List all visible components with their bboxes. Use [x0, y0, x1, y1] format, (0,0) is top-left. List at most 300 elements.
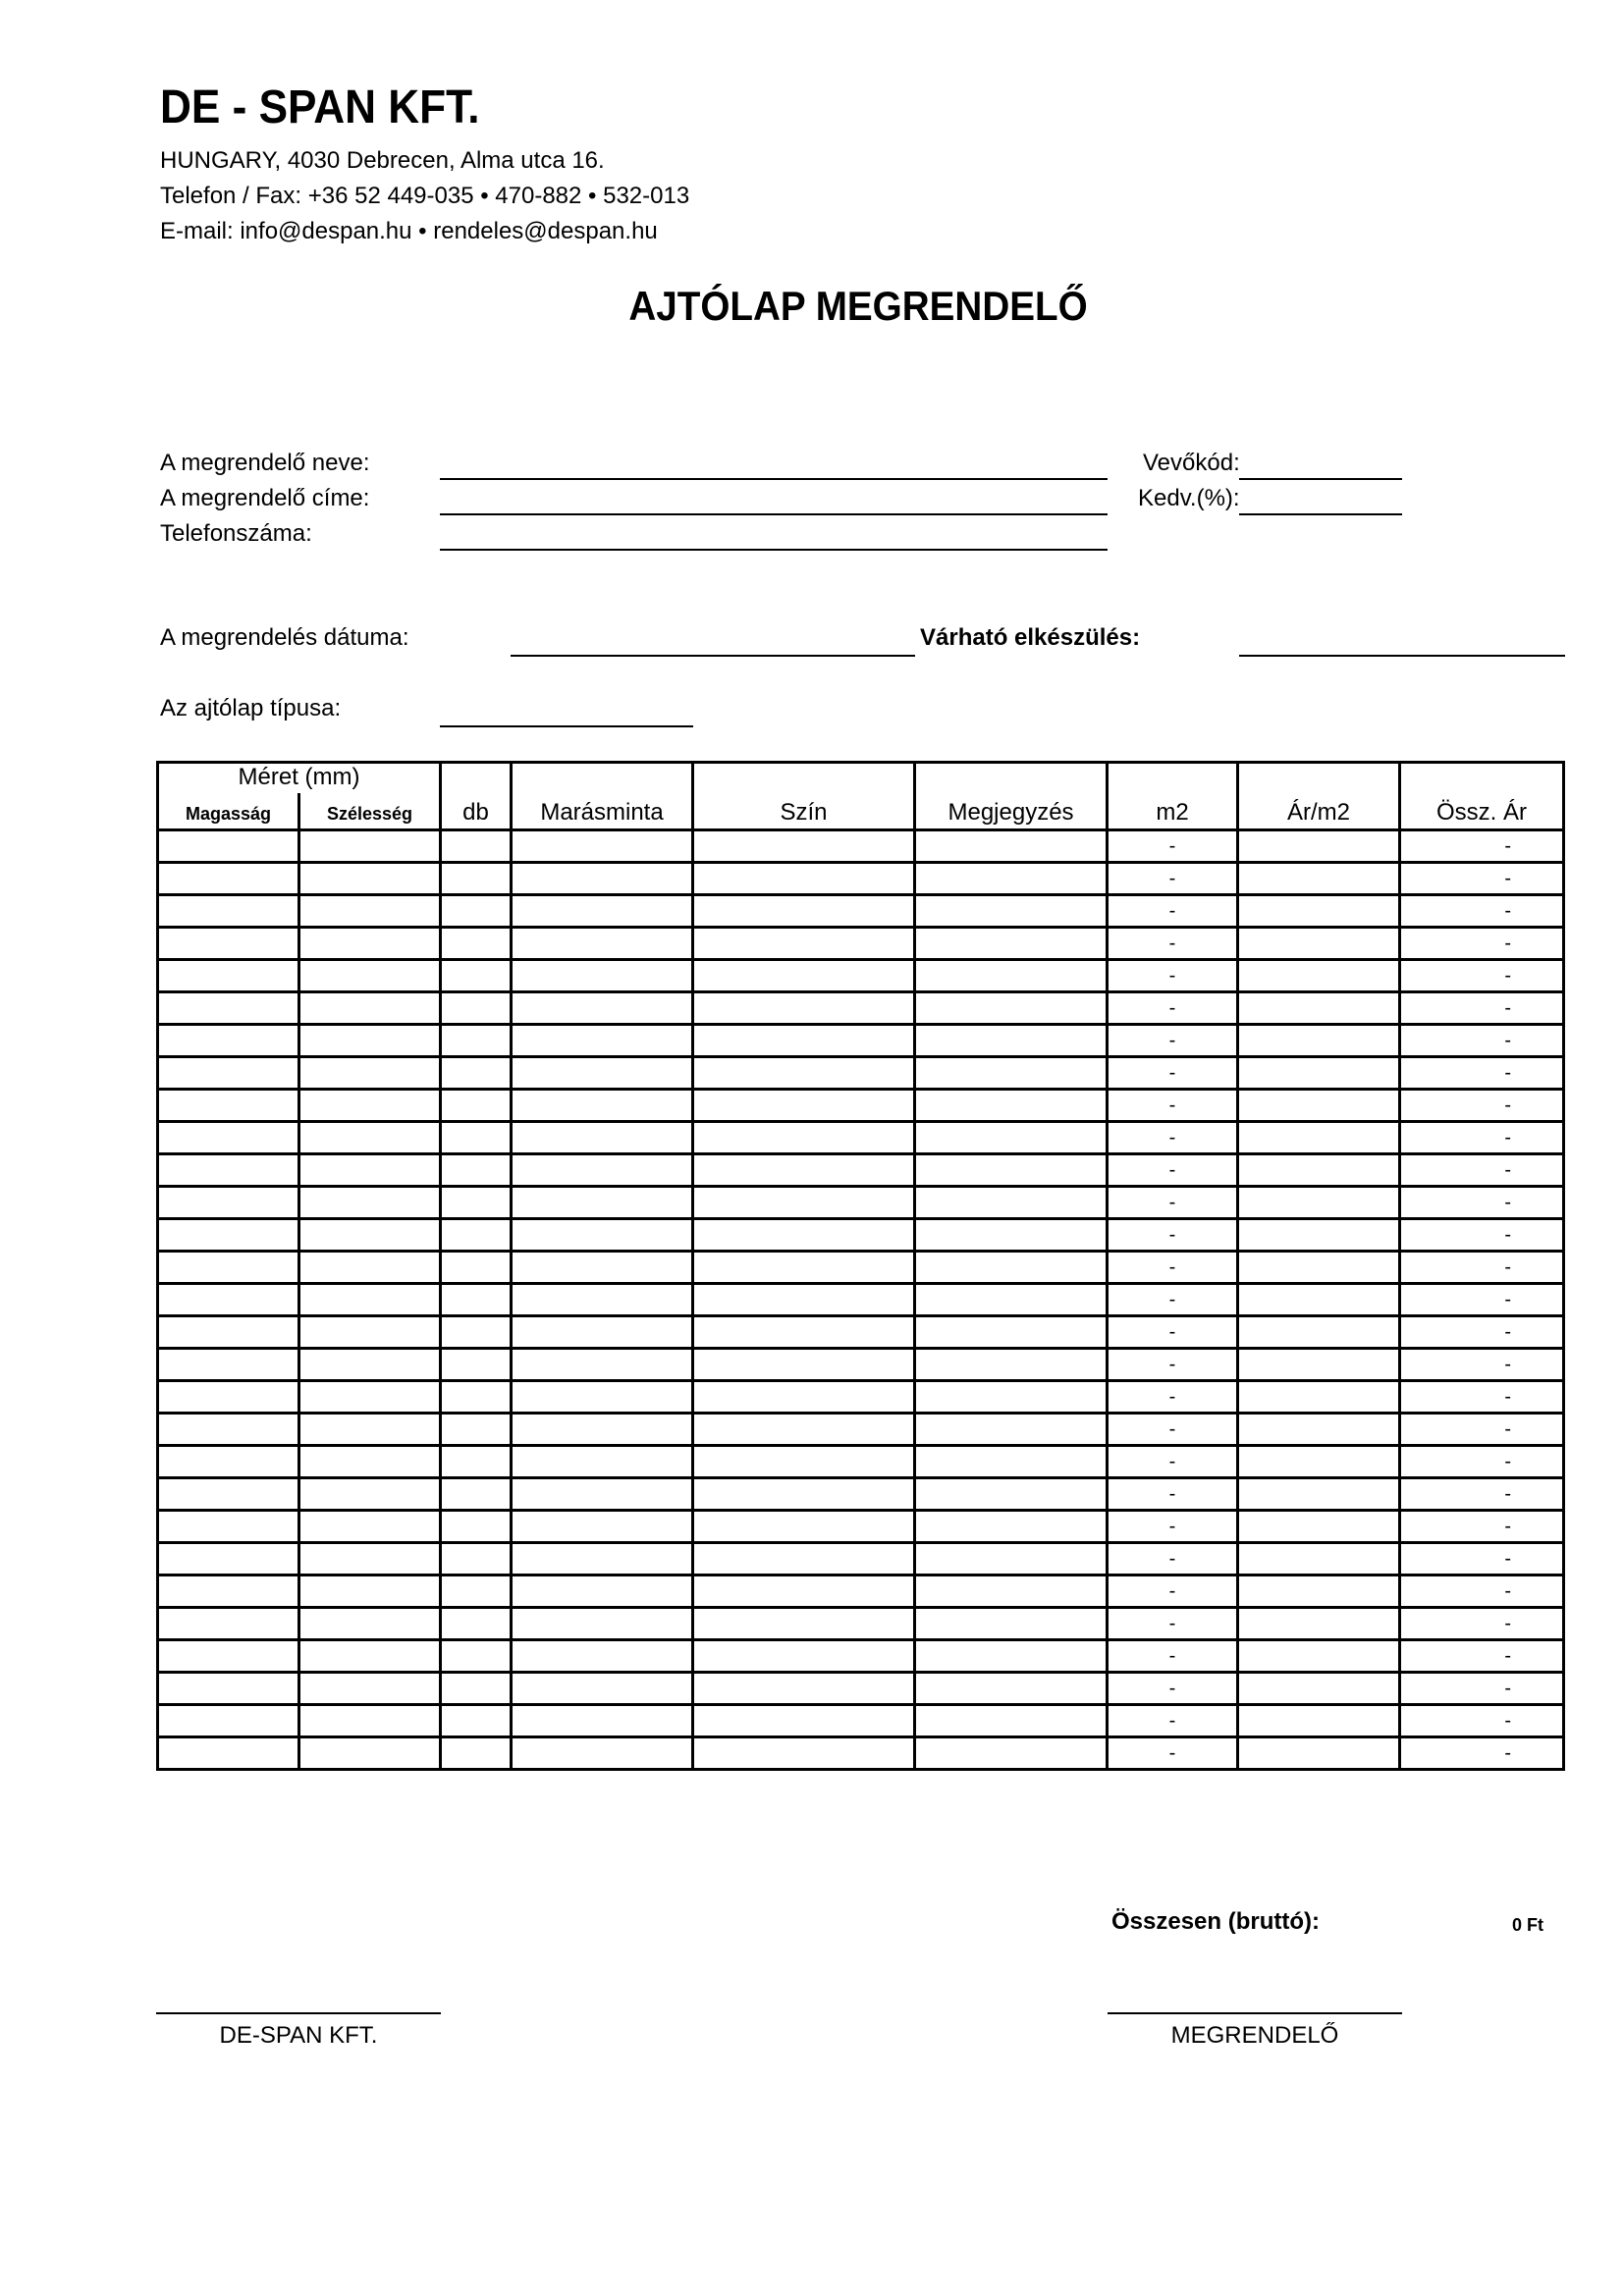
height-cell[interactable] — [158, 1090, 299, 1122]
width-cell[interactable] — [299, 1381, 441, 1414]
table-row — [158, 1640, 1564, 1673]
color-cell[interactable] — [693, 960, 915, 992]
width-cell[interactable] — [299, 1025, 441, 1057]
m2-cell: - — [1108, 1608, 1238, 1640]
height-cell[interactable] — [158, 1414, 299, 1446]
size-group-header: Méret (mm) — [158, 763, 441, 794]
note-cell[interactable] — [915, 1705, 1108, 1737]
price-per-m2-cell[interactable] — [1238, 1543, 1400, 1575]
price-per-m2-cell[interactable] — [1238, 1608, 1400, 1640]
width-cell[interactable] — [299, 960, 441, 992]
m2-header: m2 — [1108, 763, 1238, 830]
price-per-m2-cell[interactable] — [1238, 1737, 1400, 1770]
height-cell[interactable] — [158, 1187, 299, 1219]
note-cell[interactable] — [915, 1252, 1108, 1284]
m2-cell: - — [1108, 1122, 1238, 1154]
width-cell[interactable] — [299, 1640, 441, 1673]
table-row — [158, 1187, 1564, 1219]
color-cell[interactable] — [693, 1090, 915, 1122]
price-per-m2-cell[interactable] — [1238, 1122, 1400, 1154]
price-per-m2-cell[interactable] — [1238, 1673, 1400, 1705]
price-per-m2-cell[interactable] — [1238, 895, 1400, 928]
height-cell[interactable] — [158, 1219, 299, 1252]
color-cell[interactable] — [693, 1478, 915, 1511]
height-cell[interactable] — [158, 1154, 299, 1187]
qty-cell[interactable] — [441, 992, 512, 1025]
table-row — [158, 1608, 1564, 1640]
height-cell[interactable] — [158, 1640, 299, 1673]
customer-address-field[interactable] — [440, 489, 1108, 514]
color-header: Szín — [693, 763, 915, 830]
width-cell[interactable] — [299, 1737, 441, 1770]
price-per-m2-cell[interactable] — [1238, 1575, 1400, 1608]
m2-cell: - — [1108, 863, 1238, 895]
signature-company: DE-SPAN KFT. — [219, 2022, 378, 2049]
width-cell[interactable] — [299, 1575, 441, 1608]
company-email: E-mail: info@despan.hu • rendeles@despan.hu — [160, 218, 658, 244]
qty-cell[interactable] — [441, 1057, 512, 1090]
note-cell[interactable] — [915, 960, 1108, 992]
height-cell[interactable] — [158, 1284, 299, 1316]
pattern-cell[interactable] — [512, 1575, 693, 1608]
note-cell[interactable] — [915, 1057, 1108, 1090]
height-cell[interactable] — [158, 1575, 299, 1608]
m2-cell: - — [1108, 1543, 1238, 1575]
m2-cell: - — [1108, 1737, 1238, 1770]
total-price-cell: - — [1400, 1219, 1564, 1252]
width-cell[interactable] — [299, 1187, 441, 1219]
m2-cell: - — [1108, 992, 1238, 1025]
note-cell[interactable] — [915, 1478, 1108, 1511]
color-cell[interactable] — [693, 1414, 915, 1446]
m2-cell: - — [1108, 1057, 1238, 1090]
color-cell[interactable] — [693, 1057, 915, 1090]
note-cell[interactable] — [915, 928, 1108, 960]
total-price-cell: - — [1400, 1608, 1564, 1640]
page-title: AJTÓLAP MEGRENDELŐ — [628, 283, 1088, 329]
total-price-cell: - — [1400, 863, 1564, 895]
width-cell[interactable] — [299, 1090, 441, 1122]
note-cell[interactable] — [915, 1025, 1108, 1057]
color-cell[interactable] — [693, 1187, 915, 1219]
height-cell[interactable] — [158, 928, 299, 960]
pattern-cell[interactable] — [512, 863, 693, 895]
width-cell[interactable] — [299, 1608, 441, 1640]
pattern-cell[interactable] — [512, 1154, 693, 1187]
height-header: Magasság — [158, 793, 299, 830]
pattern-cell[interactable] — [512, 1511, 693, 1543]
price-per-m2-cell[interactable] — [1238, 1511, 1400, 1543]
color-cell[interactable] — [693, 1284, 915, 1316]
price-per-m2-header: Ár/m2 — [1238, 763, 1400, 830]
note-cell[interactable] — [915, 1154, 1108, 1187]
pattern-cell[interactable] — [512, 960, 693, 992]
total-price-cell: - — [1400, 1349, 1564, 1381]
note-cell[interactable] — [915, 1187, 1108, 1219]
m2-cell: - — [1108, 1349, 1238, 1381]
table-row — [158, 1316, 1564, 1349]
m2-cell: - — [1108, 1219, 1238, 1252]
pattern-cell[interactable] — [512, 1640, 693, 1673]
qty-cell[interactable] — [441, 1381, 512, 1414]
pattern-cell[interactable] — [512, 830, 693, 863]
qty-cell[interactable] — [441, 863, 512, 895]
pattern-cell[interactable] — [512, 1381, 693, 1414]
pattern-cell[interactable] — [512, 1737, 693, 1770]
table-row — [158, 1575, 1564, 1608]
height-cell[interactable] — [158, 1543, 299, 1575]
height-cell[interactable] — [158, 830, 299, 863]
note-cell[interactable] — [915, 1122, 1108, 1154]
total-price-cell: - — [1400, 1316, 1564, 1349]
color-cell[interactable] — [693, 895, 915, 928]
qty-cell[interactable] — [441, 1478, 512, 1511]
price-per-m2-cell[interactable] — [1238, 1640, 1400, 1673]
height-cell[interactable] — [158, 895, 299, 928]
height-cell[interactable] — [158, 1122, 299, 1154]
table-row — [158, 1673, 1564, 1705]
m2-cell: - — [1108, 960, 1238, 992]
m2-cell: - — [1108, 1673, 1238, 1705]
price-per-m2-cell[interactable] — [1238, 830, 1400, 863]
note-cell[interactable] — [915, 992, 1108, 1025]
color-cell[interactable] — [693, 1575, 915, 1608]
width-cell[interactable] — [299, 1511, 441, 1543]
price-per-m2-cell[interactable] — [1238, 1187, 1400, 1219]
width-cell[interactable] — [299, 863, 441, 895]
qty-cell[interactable] — [441, 1673, 512, 1705]
width-cell[interactable] — [299, 1543, 441, 1575]
total-price-cell: - — [1400, 1511, 1564, 1543]
note-cell[interactable] — [915, 1511, 1108, 1543]
color-cell[interactable] — [693, 1025, 915, 1057]
color-cell[interactable] — [693, 1154, 915, 1187]
m2-cell: - — [1108, 895, 1238, 928]
pattern-cell[interactable] — [512, 1446, 693, 1478]
pattern-cell[interactable] — [512, 1219, 693, 1252]
total-price-cell: - — [1400, 1414, 1564, 1446]
qty-cell[interactable] — [441, 1737, 512, 1770]
price-per-m2-cell[interactable] — [1238, 928, 1400, 960]
discount-field[interactable] — [1239, 489, 1402, 514]
color-cell[interactable] — [693, 1608, 915, 1640]
width-cell[interactable] — [299, 1446, 441, 1478]
table-row — [158, 1705, 1564, 1737]
price-per-m2-cell[interactable] — [1238, 863, 1400, 895]
m2-cell: - — [1108, 1511, 1238, 1543]
width-cell[interactable] — [299, 928, 441, 960]
price-per-m2-cell[interactable] — [1238, 1446, 1400, 1478]
note-cell[interactable] — [915, 1316, 1108, 1349]
table-row — [158, 992, 1564, 1025]
height-cell[interactable] — [158, 1025, 299, 1057]
pattern-cell[interactable] — [512, 1252, 693, 1284]
pattern-cell[interactable] — [512, 1414, 693, 1446]
height-cell[interactable] — [158, 863, 299, 895]
total-price-cell: - — [1400, 895, 1564, 928]
total-price-cell: - — [1400, 1673, 1564, 1705]
color-cell[interactable] — [693, 1673, 915, 1705]
price-per-m2-cell[interactable] — [1238, 1219, 1400, 1252]
total-price-cell: - — [1400, 1154, 1564, 1187]
order-date-field[interactable] — [511, 630, 915, 656]
color-cell[interactable] — [693, 1640, 915, 1673]
door-type-field[interactable] — [440, 701, 693, 726]
width-cell[interactable] — [299, 1284, 441, 1316]
qty-cell[interactable] — [441, 1414, 512, 1446]
table-row — [158, 1446, 1564, 1478]
note-cell[interactable] — [915, 1640, 1108, 1673]
table-row — [158, 863, 1564, 895]
qty-cell[interactable] — [441, 1219, 512, 1252]
qty-cell[interactable] — [441, 1446, 512, 1478]
note-cell[interactable] — [915, 863, 1108, 895]
qty-cell[interactable] — [441, 960, 512, 992]
width-cell[interactable] — [299, 1349, 441, 1381]
note-cell[interactable] — [915, 1446, 1108, 1478]
pattern-cell[interactable] — [512, 1349, 693, 1381]
total-price-cell: - — [1400, 928, 1564, 960]
height-cell[interactable] — [158, 1478, 299, 1511]
qty-cell[interactable] — [441, 1608, 512, 1640]
total-price-cell: - — [1400, 1478, 1564, 1511]
pattern-cell[interactable] — [512, 1673, 693, 1705]
width-cell[interactable] — [299, 895, 441, 928]
color-cell[interactable] — [693, 1446, 915, 1478]
m2-cell: - — [1108, 830, 1238, 863]
price-per-m2-cell[interactable] — [1238, 1090, 1400, 1122]
pattern-cell[interactable] — [512, 1705, 693, 1737]
customer-address-label: A megrendelő címe: — [160, 485, 370, 511]
qty-cell[interactable] — [441, 830, 512, 863]
company-phone: Telefon / Fax: +36 52 449-035 • 470-882 • 532-013 — [160, 183, 690, 209]
width-cell[interactable] — [299, 1478, 441, 1511]
qty-cell[interactable] — [441, 1316, 512, 1349]
color-cell[interactable] — [693, 1543, 915, 1575]
color-cell[interactable] — [693, 1705, 915, 1737]
pattern-cell[interactable] — [512, 928, 693, 960]
width-cell[interactable] — [299, 1414, 441, 1446]
qty-cell[interactable] — [441, 1090, 512, 1122]
qty-cell[interactable] — [441, 1154, 512, 1187]
pattern-cell[interactable] — [512, 1316, 693, 1349]
height-cell[interactable] — [158, 992, 299, 1025]
qty-cell[interactable] — [441, 1575, 512, 1608]
price-per-m2-cell[interactable] — [1238, 1381, 1400, 1414]
customer-name-label: A megrendelő neve: — [160, 450, 370, 476]
note-header: Megjegyzés — [915, 763, 1108, 830]
qty-cell[interactable] — [441, 1640, 512, 1673]
color-cell[interactable] — [693, 928, 915, 960]
qty-cell[interactable] — [441, 1122, 512, 1154]
note-cell[interactable] — [915, 1608, 1108, 1640]
note-cell[interactable] — [915, 1414, 1108, 1446]
pattern-cell[interactable] — [512, 992, 693, 1025]
price-per-m2-cell[interactable] — [1238, 960, 1400, 992]
height-cell[interactable] — [158, 1316, 299, 1349]
color-cell[interactable] — [693, 830, 915, 863]
width-cell[interactable] — [299, 1122, 441, 1154]
m2-cell: - — [1108, 928, 1238, 960]
price-per-m2-cell[interactable] — [1238, 1349, 1400, 1381]
qty-cell[interactable] — [441, 1187, 512, 1219]
total-price-cell: - — [1400, 1122, 1564, 1154]
expected-completion-field[interactable] — [1239, 630, 1565, 656]
m2-cell: - — [1108, 1025, 1238, 1057]
table-row — [158, 895, 1564, 928]
price-per-m2-cell[interactable] — [1238, 1252, 1400, 1284]
table-row — [158, 1349, 1564, 1381]
total-value: 0 Ft — [1512, 1915, 1544, 1935]
height-cell[interactable] — [158, 960, 299, 992]
buyer-code-label: Vevőkód: — [1143, 450, 1240, 476]
pattern-cell[interactable] — [512, 1187, 693, 1219]
width-cell[interactable] — [299, 992, 441, 1025]
width-cell[interactable] — [299, 1154, 441, 1187]
price-per-m2-cell[interactable] — [1238, 1705, 1400, 1737]
width-header: Szélesség — [299, 793, 441, 830]
width-cell[interactable] — [299, 1705, 441, 1737]
note-cell[interactable] — [915, 1575, 1108, 1608]
total-price-cell: - — [1400, 1737, 1564, 1770]
total-price-cell: - — [1400, 1252, 1564, 1284]
height-cell[interactable] — [158, 1673, 299, 1705]
width-cell[interactable] — [299, 830, 441, 863]
width-cell[interactable] — [299, 1057, 441, 1090]
note-cell[interactable] — [915, 1219, 1108, 1252]
pattern-cell[interactable] — [512, 1057, 693, 1090]
color-cell[interactable] — [693, 1349, 915, 1381]
height-cell[interactable] — [158, 1057, 299, 1090]
price-per-m2-cell[interactable] — [1238, 1057, 1400, 1090]
order-date-label: A megrendelés dátuma: — [160, 624, 409, 651]
customer-name-field[interactable] — [440, 454, 1108, 479]
width-cell[interactable] — [299, 1252, 441, 1284]
pattern-cell[interactable] — [512, 895, 693, 928]
height-cell[interactable] — [158, 1252, 299, 1284]
note-cell[interactable] — [915, 1543, 1108, 1575]
table-row — [158, 1381, 1564, 1414]
note-cell[interactable] — [915, 1284, 1108, 1316]
note-cell[interactable] — [915, 1090, 1108, 1122]
m2-cell: - — [1108, 1316, 1238, 1349]
table-row — [158, 1057, 1564, 1090]
pattern-cell[interactable] — [512, 1122, 693, 1154]
total-price-cell: - — [1400, 1057, 1564, 1090]
note-cell[interactable] — [915, 1673, 1108, 1705]
note-cell[interactable] — [915, 1349, 1108, 1381]
pattern-cell[interactable] — [512, 1090, 693, 1122]
phone-field[interactable] — [440, 524, 1108, 550]
width-cell[interactable] — [299, 1316, 441, 1349]
total-price-cell: - — [1400, 960, 1564, 992]
note-cell[interactable] — [915, 1381, 1108, 1414]
m2-cell: - — [1108, 1478, 1238, 1511]
price-per-m2-cell[interactable] — [1238, 1478, 1400, 1511]
price-per-m2-cell[interactable] — [1238, 1025, 1400, 1057]
m2-cell: - — [1108, 1446, 1238, 1478]
price-per-m2-cell[interactable] — [1238, 1316, 1400, 1349]
width-cell[interactable] — [299, 1219, 441, 1252]
qty-cell[interactable] — [441, 1543, 512, 1575]
width-cell[interactable] — [299, 1673, 441, 1705]
pattern-cell[interactable] — [512, 1478, 693, 1511]
table-row — [158, 830, 1564, 863]
table-row — [158, 960, 1564, 992]
qty-cell[interactable] — [441, 1284, 512, 1316]
pattern-cell[interactable] — [512, 1025, 693, 1057]
m2-cell: - — [1108, 1090, 1238, 1122]
height-cell[interactable] — [158, 1737, 299, 1770]
qty-cell[interactable] — [441, 1705, 512, 1737]
pattern-cell[interactable] — [512, 1284, 693, 1316]
price-per-m2-cell[interactable] — [1238, 1284, 1400, 1316]
color-cell[interactable] — [693, 1737, 915, 1770]
price-per-m2-cell[interactable] — [1238, 1414, 1400, 1446]
height-cell[interactable] — [158, 1511, 299, 1543]
total-price-cell: - — [1400, 1575, 1564, 1608]
table-row — [158, 1737, 1564, 1770]
color-cell[interactable] — [693, 992, 915, 1025]
height-cell[interactable] — [158, 1705, 299, 1737]
height-cell[interactable] — [158, 1381, 299, 1414]
qty-cell[interactable] — [441, 928, 512, 960]
color-cell[interactable] — [693, 1511, 915, 1543]
color-cell[interactable] — [693, 1316, 915, 1349]
qty-cell[interactable] — [441, 895, 512, 928]
expected-completion-label: Várható elkészülés: — [920, 624, 1141, 651]
total-label: Összesen (bruttó): — [1111, 1908, 1321, 1935]
m2-cell: - — [1108, 1640, 1238, 1673]
m2-cell: - — [1108, 1187, 1238, 1219]
m2-cell: - — [1108, 1381, 1238, 1414]
color-cell[interactable] — [693, 1219, 915, 1252]
height-cell[interactable] — [158, 1608, 299, 1640]
company-address: HUNGARY, 4030 Debrecen, Alma utca 16. — [160, 147, 605, 174]
color-cell[interactable] — [693, 1381, 915, 1414]
m2-cell: - — [1108, 1414, 1238, 1446]
pattern-cell[interactable] — [512, 1608, 693, 1640]
note-cell[interactable] — [915, 830, 1108, 863]
height-cell[interactable] — [158, 1446, 299, 1478]
price-per-m2-cell[interactable] — [1238, 992, 1400, 1025]
total-price-cell: - — [1400, 1284, 1564, 1316]
qty-cell[interactable] — [441, 1025, 512, 1057]
table-row — [158, 1414, 1564, 1446]
total-price-cell: - — [1400, 1187, 1564, 1219]
note-cell[interactable] — [915, 895, 1108, 928]
pattern-header: Marásminta — [512, 763, 693, 830]
qty-cell[interactable] — [441, 1252, 512, 1284]
color-cell[interactable] — [693, 1122, 915, 1154]
buyer-code-field[interactable] — [1239, 454, 1402, 479]
total-price-cell: - — [1400, 1640, 1564, 1673]
qty-cell[interactable] — [441, 1349, 512, 1381]
pattern-cell[interactable] — [512, 1543, 693, 1575]
color-cell[interactable] — [693, 863, 915, 895]
signature-line-left — [156, 2012, 441, 2014]
discount-label: Kedv.(%): — [1138, 485, 1240, 511]
height-cell[interactable] — [158, 1349, 299, 1381]
note-cell[interactable] — [915, 1737, 1108, 1770]
price-per-m2-cell[interactable] — [1238, 1154, 1400, 1187]
qty-cell[interactable] — [441, 1511, 512, 1543]
signature-customer: MEGRENDELŐ — [1170, 2022, 1339, 2049]
total-price-cell: - — [1400, 1446, 1564, 1478]
color-cell[interactable] — [693, 1252, 915, 1284]
table-row — [158, 1025, 1564, 1057]
company-name: DE - SPAN KFT. — [160, 81, 480, 133]
